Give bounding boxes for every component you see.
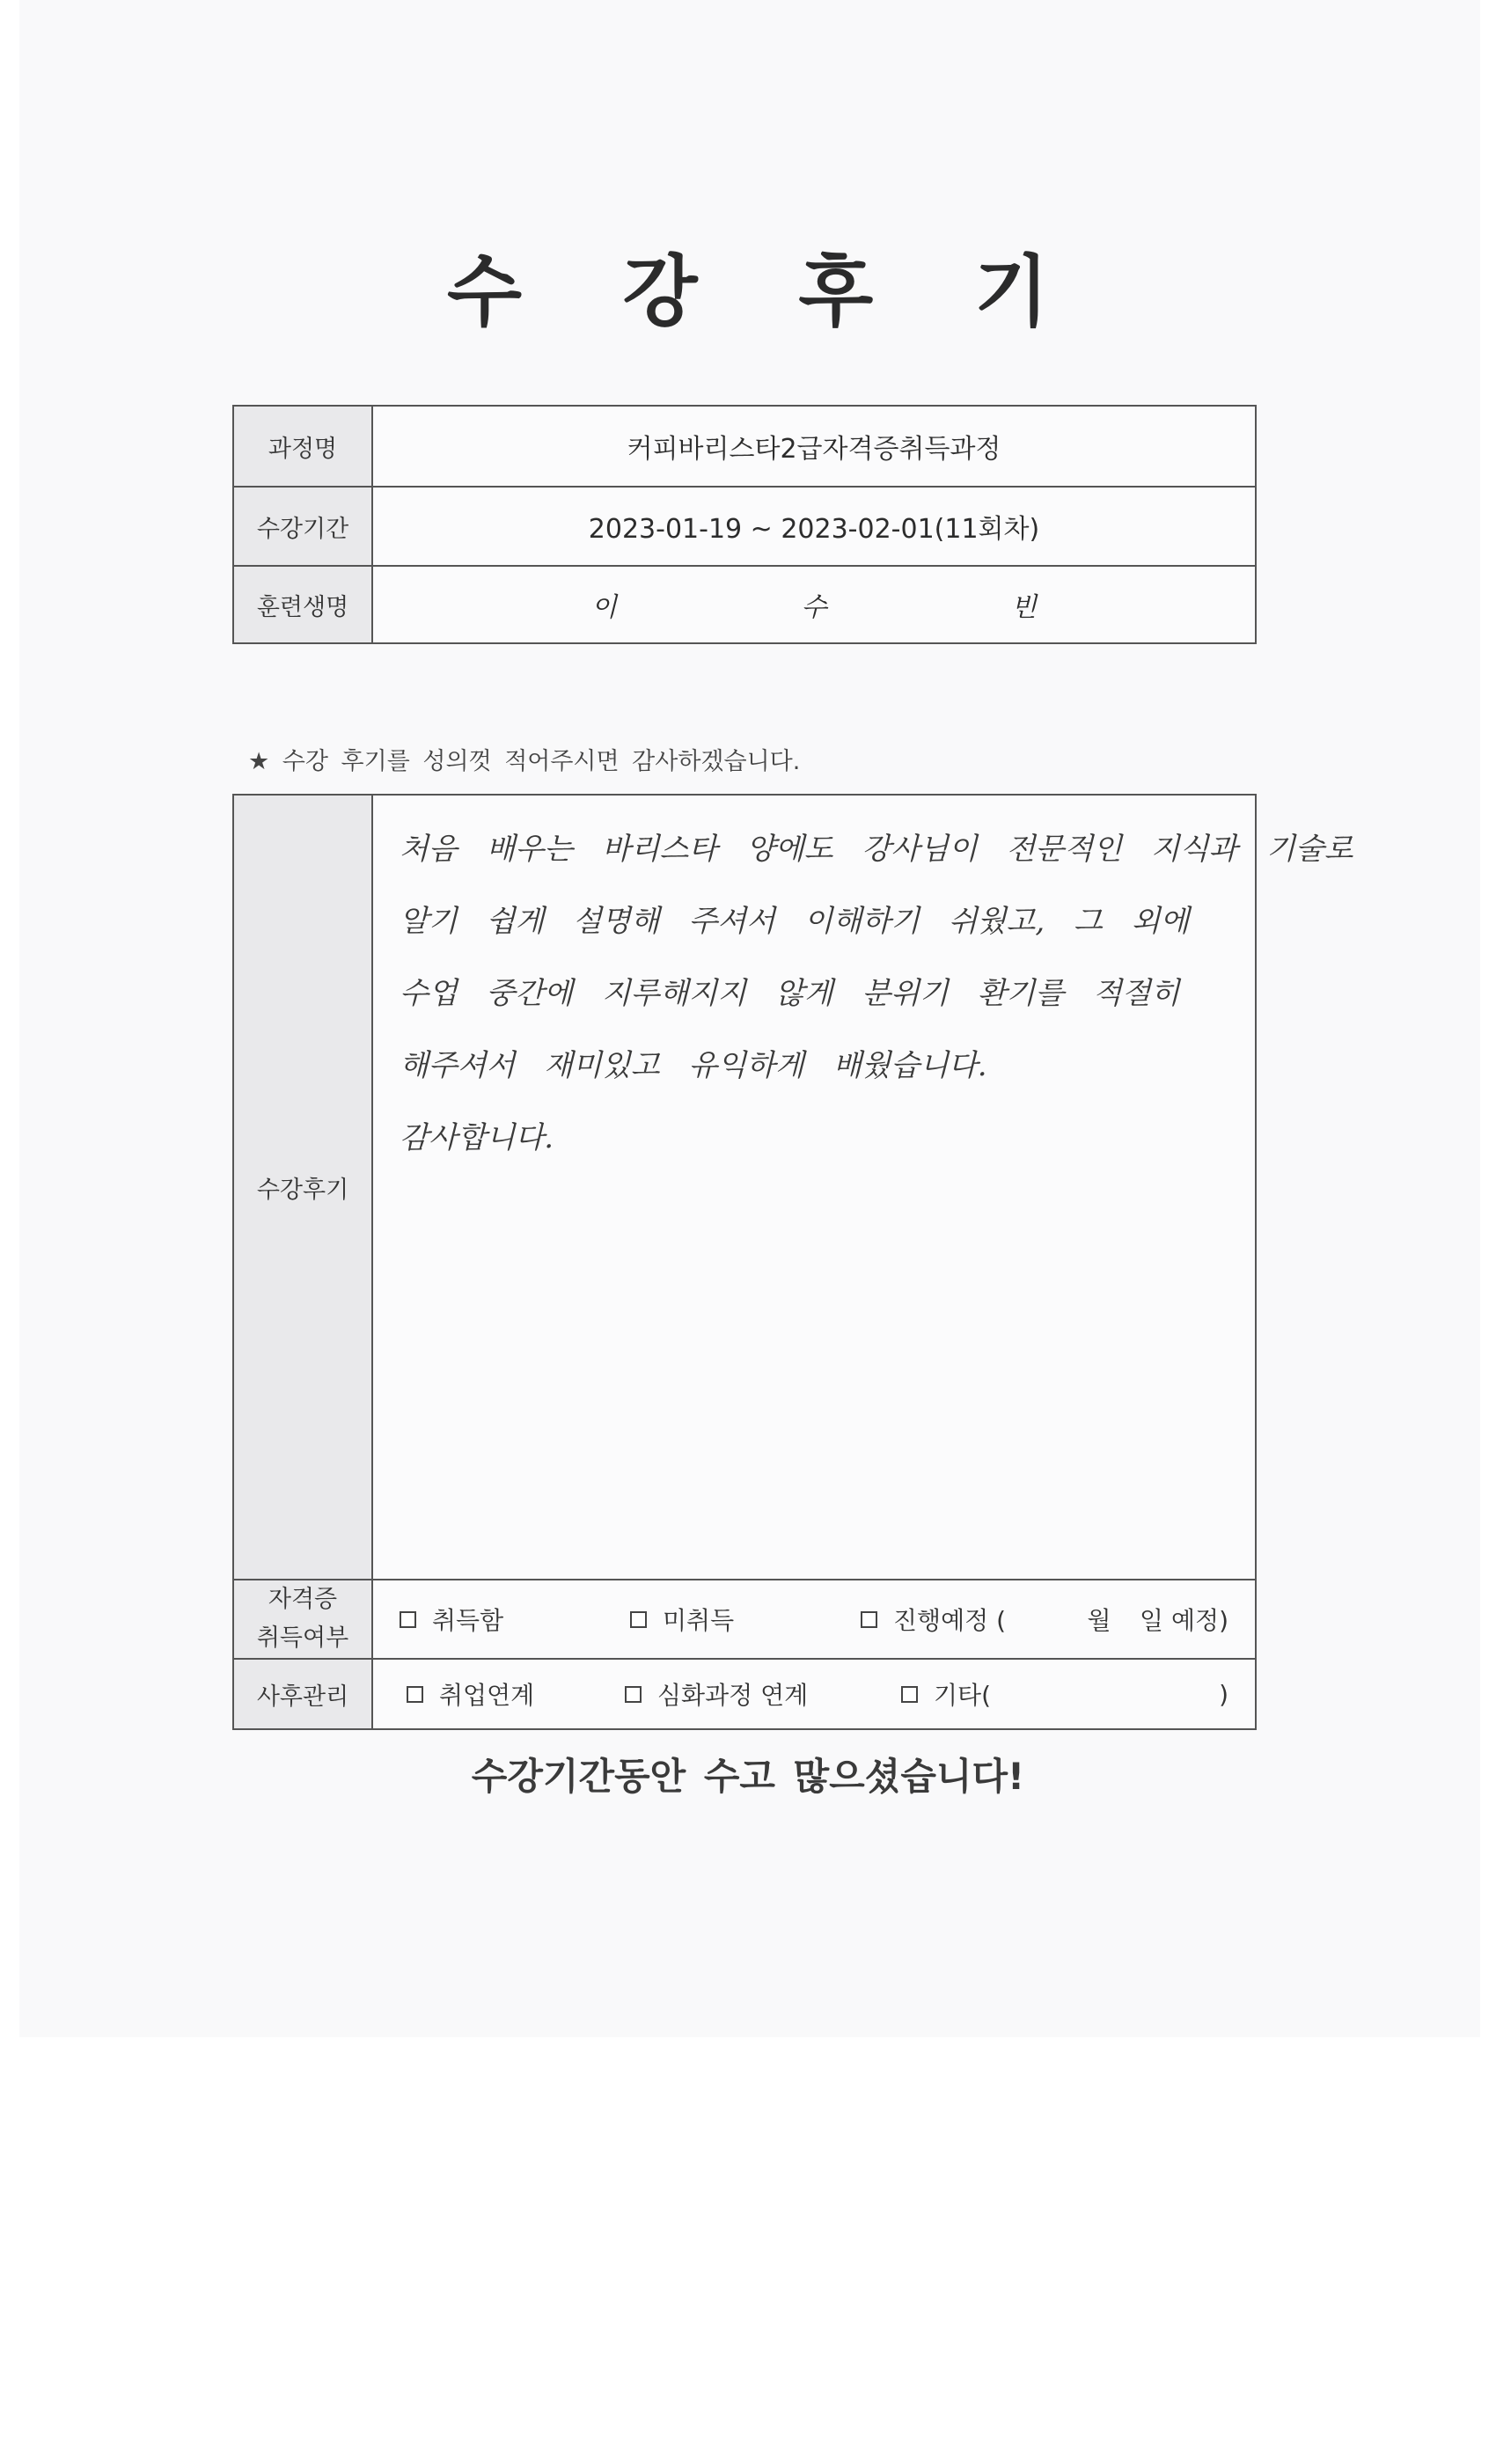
option-in-progress[interactable] (861, 1602, 1255, 1637)
page-title: 수 강 후 기 (447, 246, 1086, 337)
trainee-row (233, 566, 1256, 643)
option-not-obtained[interactable] (630, 1602, 861, 1637)
checkbox-icon[interactable] (625, 1686, 642, 1703)
certificate-label-line1: 자격증 (268, 1586, 338, 1613)
period-value: 2023-01-19 ~ 2023-02-01(11회차) (372, 487, 1256, 566)
checkbox-icon[interactable] (861, 1611, 877, 1628)
checkbox-icon[interactable] (400, 1611, 416, 1628)
option-obtained[interactable] (400, 1602, 630, 1637)
trainee-label: 훈련생명 (233, 566, 372, 643)
aftercare-row (233, 1659, 1256, 1729)
course-row (233, 406, 1256, 487)
option-advanced[interactable] (625, 1676, 901, 1712)
instruction-note: ★ 수강 후기를 성의껏 적어주시면 감사하겠습니다. (248, 748, 801, 775)
option-advanced-label: 심화과정 연계 (657, 1681, 809, 1710)
review-line: 수업 중간에 지루해지지 않게 분위기 환기를 적절히 (400, 976, 1180, 1011)
certificate-label (233, 1580, 372, 1659)
period-row (233, 487, 1256, 566)
review-line: 감사합니다. (400, 1120, 554, 1155)
course-label: 과정명 (233, 406, 372, 487)
option-employment-label: 취업연계 (439, 1681, 535, 1710)
course-info-table (232, 405, 1257, 644)
option-other-label: 기타( (934, 1681, 992, 1710)
review-label: 수강후기 (233, 795, 372, 1580)
certificate-options (372, 1580, 1256, 1659)
option-other[interactable] (901, 1676, 1255, 1712)
review-row (233, 795, 1256, 1580)
review-line: 알기 쉽게 설명해 주셔서 이해하기 쉬웠고, 그 외에 (400, 904, 1190, 939)
course-value: 커피바리스타2급자격증취득과정 (372, 406, 1256, 487)
certificate-row (233, 1580, 1256, 1659)
day-planned-label: 일 예정) (1140, 1606, 1228, 1635)
review-text-area[interactable] (372, 795, 1353, 1580)
option-not-obtained-label: 미취득 (663, 1606, 735, 1635)
review-table (232, 794, 1353, 1730)
trainee-name-handwritten: 이 수 빈 (372, 566, 1256, 643)
checkbox-icon[interactable] (630, 1611, 647, 1628)
certificate-label-line2: 취득여부 (256, 1624, 349, 1652)
review-line: 해주셔서 재미있고 유익하게 배웠습니다. (400, 1048, 987, 1083)
month-label: 월 (1087, 1606, 1111, 1635)
checkbox-icon[interactable] (901, 1686, 918, 1703)
aftercare-label: 사후관리 (233, 1659, 372, 1729)
option-obtained-label: 취득함 (432, 1606, 504, 1635)
option-other-close: ) (1219, 1679, 1228, 1709)
checkbox-icon[interactable] (407, 1686, 423, 1703)
aftercare-options (372, 1659, 1256, 1729)
option-in-progress-label: 진행예정 ( (893, 1606, 1007, 1635)
option-employment[interactable] (407, 1676, 625, 1712)
review-line: 처음 배우는 바리스타 양에도 강사님이 전문적인 지식과 기술로 (400, 832, 1353, 867)
period-label: 수강기간 (233, 487, 372, 566)
closing-message: 수강기간동안 수고 많으셨습니다! (471, 1755, 1025, 1798)
